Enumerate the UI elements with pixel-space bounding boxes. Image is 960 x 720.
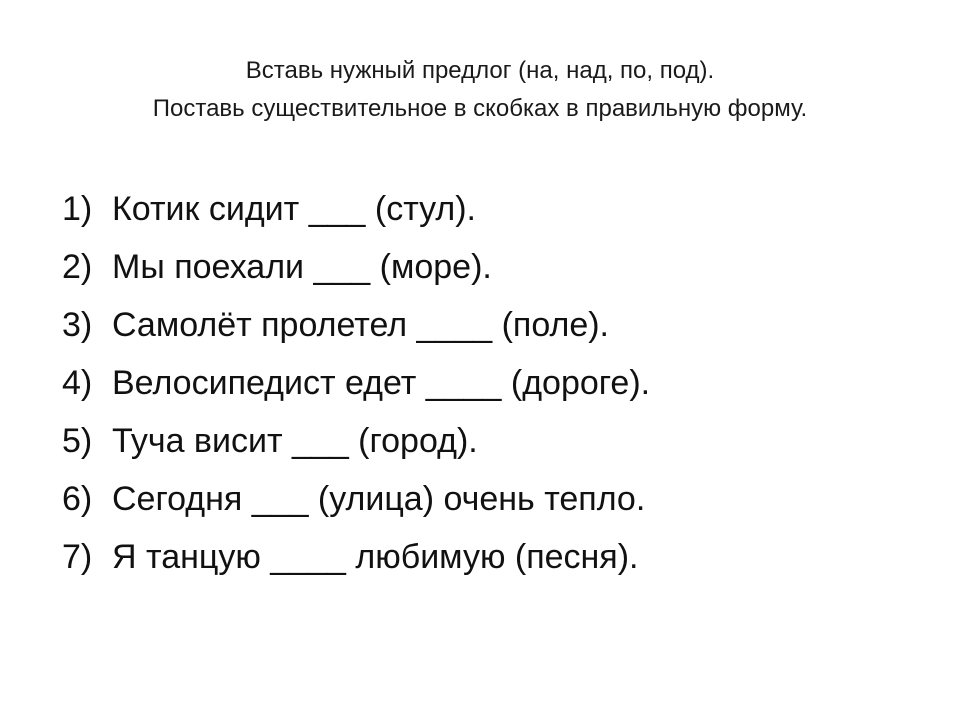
exercise-number: 3) <box>62 306 93 344</box>
exercise-sentence: Котик сидит ___ (стул). <box>112 190 477 228</box>
exercise-sentence: Самолёт пролетел ____ (поле). <box>112 306 610 344</box>
exercise-sentence: Сегодня ___ (улица) очень тепло. <box>112 480 646 518</box>
exercise-sentence: Я танцую ____ любимую (песня). <box>112 538 639 576</box>
exercise-number: 2) <box>62 248 93 286</box>
exercise-number: 5) <box>62 422 93 460</box>
exercise-sentence: Велосипедист едет ____ (дороге). <box>112 364 651 402</box>
exercise-number: 1) <box>62 190 93 228</box>
exercise-number: 7) <box>62 538 93 576</box>
instructions <box>0 52 960 128</box>
exercise-number: 6) <box>62 480 93 518</box>
instruction-line-2: Поставь существительное в скобках в правильную форму. <box>152 95 808 122</box>
exercise-sentence: Мы поехали ___ (море). <box>112 248 492 286</box>
instruction-line-1: Вставь нужный предлог (на, над, по, под). <box>245 57 715 84</box>
exercise-sentence: Туча висит ___ (город). <box>112 422 478 460</box>
exercise-number: 4) <box>62 364 93 402</box>
